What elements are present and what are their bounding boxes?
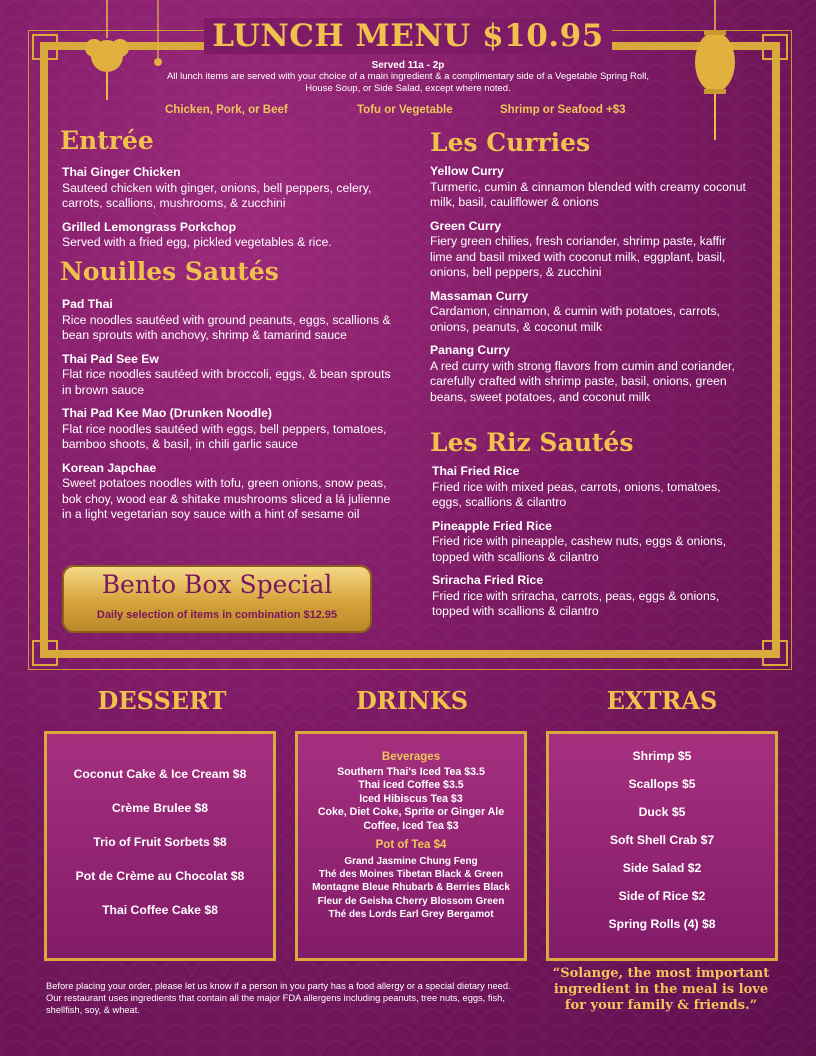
item-name: Grilled Lemongrass Porkchop <box>62 219 237 234</box>
menu-intro: All lunch items are served with your choice of a main ingredient & a complimentary side of a Vegetable Spring Roll, House Soup, or Side Salad, except where noted. <box>166 71 650 94</box>
choice-tofu: Tofu or Vegetable <box>357 104 453 116</box>
item-name: Thai Pad See Ew <box>62 351 159 366</box>
frame-corner <box>32 640 58 666</box>
menu-item <box>62 352 402 399</box>
item-desc: Flat rice noodles sautéed with broccoli, eggs, & bean sprouts in brown sauce <box>62 367 391 397</box>
item-name: Pineapple Fried Rice <box>432 518 552 533</box>
bento-subtitle: Daily selection of items in combination $12.95 <box>96 609 338 621</box>
menu-item <box>430 164 750 211</box>
item-name: Yellow Curry <box>430 164 504 178</box>
dessert-item: Coconut Cake & Ice Cream $8 <box>73 767 247 781</box>
item-desc: Fried rice with pineapple, cashew nuts, eggs & onions, topped with scallions & cilantro <box>432 534 727 564</box>
item-desc: Sauteed chicken with ginger, onions, bell peppers, celery, carrots, scallions, mushrooms, & zucchini <box>62 180 372 210</box>
menu-item <box>430 343 750 405</box>
beverages-list <box>298 766 524 833</box>
section-heading-riz: Les Riz Sautés <box>430 428 634 457</box>
entree-list <box>62 165 402 259</box>
frame-corner <box>762 640 788 666</box>
beverage-item: Coke, Diet Coke, Sprite or Ginger Ale <box>317 806 505 819</box>
item-desc: Turmeric, cumin & cinnamon blended with creamy coconut milk, basil, cauliflower & onions <box>430 179 746 209</box>
tea-item: Grand Jasmine Chung Feng <box>344 856 478 868</box>
menu-item <box>62 406 402 453</box>
section-heading-curries: Les Curries <box>430 128 591 157</box>
item-name: Green Curry <box>430 218 502 233</box>
item-name: Thai Pad Kee Mao (Drunken Noodle) <box>62 406 272 420</box>
item-desc: Sweet potatoes noodles with tofu, green onions, snow peas, bok choy, wood ear & shitake mushrooms sliced a lá julienne in a light vegetarian soy sauce with a hint of sesame oil <box>62 476 391 521</box>
item-name: Thai Ginger Chicken <box>62 165 181 179</box>
item-desc: A red curry with strong flavors from cumin and coriander, carefully crafted with shrimp paste, basil, onions, green beans, sweet potatoes, and coconut milk <box>430 358 735 404</box>
allergy-note: Before placing your order, please let us know if a person in you party has a food allergy or a special dietary need. Our restaurant uses ingredients that contain all the major FDA allergens including peanuts, tree nuts, eggs, fish, shellfish, soy, & wheat. <box>46 981 511 1015</box>
section-heading-drinks: DRINKS <box>355 686 469 715</box>
choice-seafood: Shrimp or Seafood +$3 <box>500 104 626 116</box>
extra-item: Side of Rice $2 <box>618 889 706 903</box>
menu-item <box>430 289 750 336</box>
beverage-item: Southern Thai's Iced Tea $3.5 <box>337 766 485 778</box>
item-name: Panang Curry <box>430 343 510 357</box>
menu-item <box>430 219 750 281</box>
riz-list <box>432 464 742 628</box>
item-name: Thai Fried Rice <box>432 464 520 478</box>
menu-item <box>62 461 402 523</box>
section-heading-dessert: DESSERT <box>97 686 227 715</box>
item-name: Sriracha Fried Rice <box>432 573 544 587</box>
item-desc: Flat rice noodles sautéed with eggs, bell peppers, tomatoes, bamboo shoots, & basil, in chili garlic sauce <box>62 421 387 451</box>
section-heading-extras: EXTRAS <box>606 686 718 715</box>
item-desc: Served with a fried egg, pickled vegetables & rice. <box>62 235 332 249</box>
chef-quote: “Solange, the most important ingredient in the meal is love for your family & friends.” <box>552 966 770 1013</box>
menu-item <box>62 220 402 251</box>
bento-title: Bento Box Special <box>101 570 333 599</box>
section-heading-entree: Entrée <box>60 126 154 155</box>
dessert-item: Pot de Crème au Chocolat $8 <box>75 869 245 883</box>
beverage-item: Iced Hibiscus Tea $3 <box>359 792 463 805</box>
choice-meat: Chicken, Pork, or Beef <box>165 104 288 116</box>
extra-item: Shrimp $5 <box>632 749 692 763</box>
tea-list <box>298 855 524 921</box>
extra-item: Spring Rolls (4) $8 <box>608 917 716 931</box>
tea-item: Thé des Moines Tibetan Black & Green <box>318 869 504 881</box>
menu-item <box>432 464 742 511</box>
beverage-item: Thai Iced Coffee $3.5 <box>358 779 464 792</box>
extra-item: Scallops $5 <box>628 777 696 791</box>
dessert-item: Trio of Fruit Sorbets $8 <box>93 835 227 849</box>
extras-box <box>546 731 778 961</box>
nouilles-list <box>62 297 402 531</box>
tea-item: Fleur de Geisha Cherry Blossom Green <box>317 895 505 907</box>
curries-list <box>430 164 750 413</box>
drinks-box <box>295 731 527 961</box>
menu-item <box>62 165 402 212</box>
extra-item: Soft Shell Crab $7 <box>609 833 715 847</box>
item-desc: Cardamon, cinnamon, & cumin with potatoes, carrots, onions, peanuts, & coconut milk <box>430 304 720 334</box>
served-hours: Served 11a - 2p <box>371 60 445 71</box>
menu-item <box>432 573 742 620</box>
item-name: Pad Thai <box>62 297 113 311</box>
beverages-heading: Beverages <box>381 751 441 763</box>
item-desc: Rice noodles sautéed with ground peanuts, eggs, scallions & bean sprouts with anchovy, shrimp & tamarind sauce <box>62 312 391 342</box>
lantern-icon <box>82 0 132 110</box>
dessert-item: Crème Brulee $8 <box>111 801 209 815</box>
menu-item <box>432 519 742 566</box>
extra-item: Side Salad $2 <box>622 861 702 875</box>
tea-item: Montagne Bleue Rhubarb & Berries Black <box>312 882 510 894</box>
item-name: Korean Japchae <box>62 460 157 475</box>
beverage-item: Coffee, Iced Tea $3 <box>363 819 459 832</box>
dessert-box <box>44 731 276 961</box>
section-heading-nouilles: Nouilles Sautés <box>60 257 279 286</box>
menu-item <box>62 297 402 344</box>
item-name: Massaman Curry <box>430 288 529 303</box>
dessert-item: Thai Coffee Cake $8 <box>102 903 218 917</box>
item-desc: Fried rice with mixed peas, carrots, onions, tomatoes, eggs, scallions & cilantro <box>432 479 721 509</box>
tea-item: Thé des Lords Earl Grey Bergamot <box>328 908 494 920</box>
tea-heading: Pot of Tea $4 <box>375 839 447 852</box>
item-desc: Fried rice with sriracha, carrots, peas, eggs & onions, topped with scallions & cilantro <box>432 588 720 618</box>
bento-special-banner <box>62 565 372 633</box>
page-title: LUNCH MENU $10.95 <box>0 18 816 54</box>
item-desc: Fiery green chilies, fresh coriander, shrimp paste, kaffir lime and basil mixed with coconut milk, eggplant, basil, onions, bell peppers, & zucchini <box>430 234 726 279</box>
extra-item: Duck $5 <box>638 805 686 819</box>
